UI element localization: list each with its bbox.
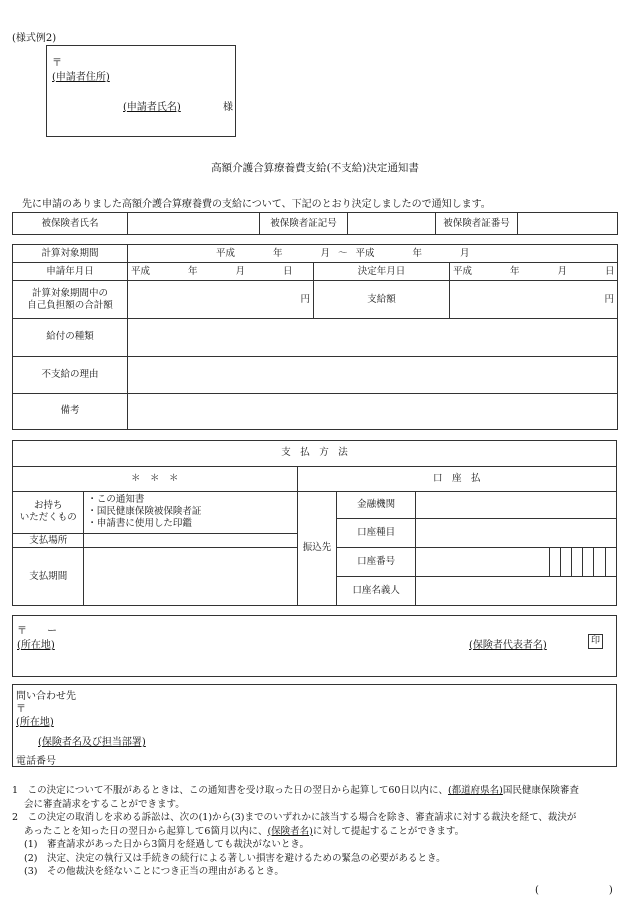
note-1 [12, 784, 620, 798]
period-label: 計算対象期間 [13, 245, 128, 263]
note-1-text-b: 国民健康保険審査 [502, 785, 579, 796]
non-pay-reason-value [128, 356, 618, 393]
yen-unit-1: 円 [300, 293, 310, 305]
yen-unit-2: 円 [604, 293, 615, 305]
amount-value [450, 281, 618, 319]
bring-label-line2: いただくもの [19, 512, 77, 524]
place-label: 支払場所 [13, 533, 84, 547]
decision-date-value: 平成 年 月 日 [450, 263, 618, 281]
footer-paren: ( ) [535, 885, 613, 896]
calculation-table [12, 244, 618, 430]
non-pay-reason-label: 不支給の理由 [13, 356, 128, 393]
insurer-rep-label: (保険者代表者名) [469, 640, 547, 651]
account-holder-label: 口座名義人 [337, 577, 416, 606]
period-start: 平成 年 月 [216, 247, 331, 259]
note-2-item: (1) 審査請求があった日から3箇月を経過しても裁決がないとき。 [24, 839, 310, 850]
payment-title: 支 払 方 法 [13, 441, 617, 467]
note-2-item: (3) その他裁決を経ないことにつき正当の理由があるとき。 [24, 866, 284, 877]
insured-cert-label: 被保険者証記号 [260, 213, 348, 235]
bank-value [415, 491, 616, 519]
bring-item: ・この通知書 [87, 494, 145, 506]
applicant-name-label: (申請者氏名) [123, 102, 181, 113]
note-2-text-b: あったことを知った日の翌日から起算して6箇月以内に、 [24, 825, 268, 837]
note-2 [12, 811, 620, 825]
note-2-text-a: この決定の取消しを求める訴訟は、次の(1)から(3)までのいずれかに該当する場合を除き、審査請求に対する裁決を経て、裁決が [27, 812, 577, 823]
benefit-type-value [128, 319, 618, 356]
self-pay-label-line2: 自己負担額の合計額 [27, 299, 113, 311]
seal-mark: 印 [588, 634, 603, 649]
place-value [84, 533, 297, 547]
bank-label: 金融機関 [337, 491, 416, 519]
contact-title: 問い合わせ先 [16, 691, 76, 702]
account-type-label: 口座種目 [337, 519, 416, 548]
insured-name-label: 被保険者氏名 [13, 213, 128, 235]
self-pay-value [128, 281, 314, 319]
document-title: 高額介護合算療養費支給(不支給)決定通知書 [211, 162, 419, 174]
intro-text: 先に申請のありました高額介護合算療養費の支給について、下記のとおり決定しましたので通知します。 [22, 199, 491, 210]
account-digit-cell [605, 548, 616, 577]
form-id: (様式例2) [12, 33, 57, 44]
transfer-label: 振込先 [297, 491, 337, 605]
insured-number-label: 被保険者証番号 [436, 213, 518, 235]
pay-period-value [84, 548, 297, 606]
payment-right-header: 口 座 払 [297, 466, 616, 491]
benefit-type-label: 給付の種類 [13, 319, 128, 356]
note-1-cont: 会に審査請求をすることができます。 [24, 798, 185, 810]
account-digit-cell [560, 548, 571, 577]
contact-phone-label: 電話番号 [16, 756, 56, 767]
account-digit-cell [594, 548, 605, 577]
insured-cert-value [348, 213, 436, 235]
contact-postal: 〒 [16, 704, 26, 715]
self-pay-label-line1: 計算対象期間中の [31, 287, 108, 299]
amount-label: 支給額 [314, 281, 450, 319]
self-pay-label [13, 281, 128, 319]
decision-date-label: 決定年月日 [314, 263, 450, 281]
account-digit-cell [571, 548, 582, 577]
account-digit-cell [549, 548, 560, 577]
insured-name-value [128, 213, 260, 235]
postal-mark: 〒 [52, 58, 62, 69]
applicant-address-label: (申請者住所) [52, 72, 110, 83]
insured-number-value [518, 213, 618, 235]
note-2-item: (2) 決定、決定の執行又は手続きの続行による著しい損害を避けるための緊急の必要があるとき。 [24, 852, 446, 864]
note-2-number: 2 [12, 812, 19, 823]
bring-item: ・国民健康保険被保険者証 [87, 506, 202, 518]
apply-date-label: 申請年月日 [13, 263, 128, 281]
address-box [46, 45, 236, 137]
insurer-address-label: (所在地) [17, 640, 55, 651]
payment-table [12, 440, 617, 606]
bring-label-line1: お持ち [33, 500, 63, 512]
account-number-cell [415, 548, 549, 577]
note-2-insurer: (保険者名) [267, 825, 313, 837]
period-tilde: 〜 [338, 247, 348, 259]
account-holder-value [415, 577, 616, 606]
note-1-number: 1 [12, 785, 19, 796]
contact-address-label: (所在地) [16, 717, 54, 728]
contact-dept-label: (保険者名及び担当部署) [38, 737, 146, 748]
bring-label [13, 491, 84, 533]
notes [12, 784, 620, 879]
honorific: 様 [223, 102, 233, 113]
period-end: 平成 年 月 [355, 247, 470, 259]
contact-box [12, 684, 617, 767]
payment-left-header: ＊ ＊ ＊ [13, 466, 298, 491]
note-1-prefecture: (都道府県名) [447, 785, 503, 796]
pay-period-label: 支払期間 [13, 548, 84, 606]
bring-item: ・申請書に使用した印鑑 [87, 518, 192, 530]
note-2-text-c: に対して提起することができます。 [312, 825, 465, 837]
account-digit-cell [583, 548, 594, 577]
account-type-value [415, 519, 616, 548]
apply-date-value: 平成 年 月 日 [128, 263, 314, 281]
remarks-value [128, 393, 618, 429]
note-1-text-a: この決定について不服があるときは、この通知書を受け取った日の翌日から起算して60日以内に、 [27, 785, 448, 796]
bring-items [84, 491, 297, 533]
remarks-label: 備考 [13, 393, 128, 429]
insurer-postal: 〒 ー [17, 626, 57, 637]
note-2-cont [12, 825, 620, 839]
insured-table [12, 212, 618, 235]
account-number-label: 口座番号 [337, 548, 416, 577]
period-value [128, 245, 618, 263]
insurer-box [12, 615, 617, 677]
